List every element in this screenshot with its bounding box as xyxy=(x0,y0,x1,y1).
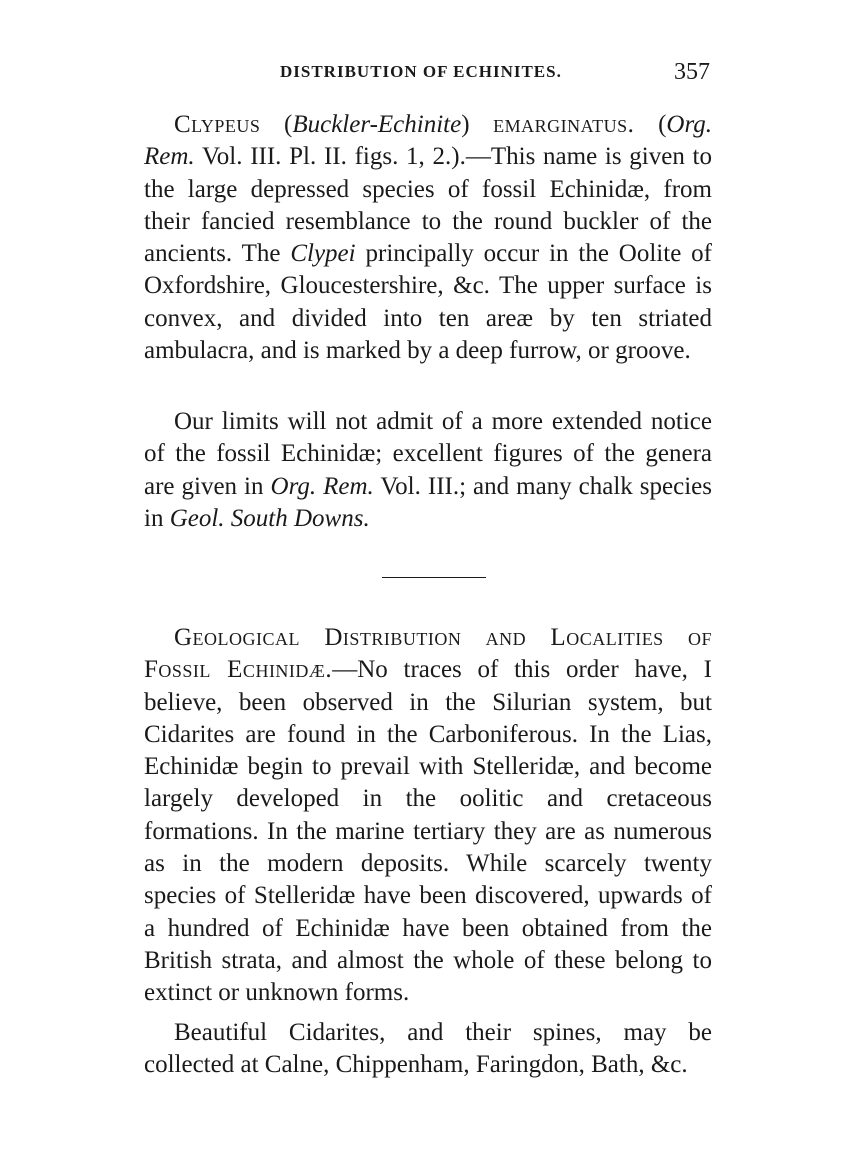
section-divider xyxy=(382,577,486,578)
limits-text-b: Vol. III.; and many chalk species in xyxy=(144,472,713,532)
ref-rest: Vol. III. Pl. II. figs. 1, 2.). xyxy=(194,143,466,171)
emarginatus-term: emarginatus. xyxy=(493,111,635,138)
limits-text-a: Our limits will not admit of a more extended notice of the fossil Echinidæ; excellent figures of the genera are given in xyxy=(144,408,712,500)
org-rem-ref-2: Org. Rem. xyxy=(270,472,374,500)
clypeus-body-a: —This name is given to the large depressed species of fossil Echinidæ, from their fancied resemblance to the round buckler of the ancients. The xyxy=(144,143,712,268)
geol-south-downs-ref: Geol. South Downs. xyxy=(169,504,370,532)
running-title: DISTRIBUTION OF ECHINITES. xyxy=(280,62,562,81)
running-head xyxy=(140,59,710,92)
org-rem-ref: Org. Rem. xyxy=(144,111,712,171)
buckler-echinite-term: Buckler-Echinite xyxy=(292,111,462,138)
clypeus-term: Clypeus xyxy=(174,111,261,138)
clypei-term: Clypei xyxy=(290,240,356,268)
paren-close: ) xyxy=(461,111,494,138)
ref-open: ( xyxy=(634,111,667,138)
paragraph-geological-distribution xyxy=(144,622,712,1010)
clypeus-body-b: principally occur in the Oolite of Oxfordshire, Gloucestershire, &c. The upper surface is convex, and divided into ten areæ by ten striated ambulacra, and is marked by a deep furrow, or groove. xyxy=(144,240,713,365)
section-heading: Geological Distribution and Localities of Fossil Echinidæ. xyxy=(144,624,712,684)
cidarites-text: Beautiful Cidarites, and their spines, may be collected at Calne, Chippenham, Faringdon, Bath, &c. xyxy=(144,1019,712,1079)
paragraph-clypeus xyxy=(144,109,712,367)
paren-open: ( xyxy=(260,111,293,138)
paragraph-cidarites xyxy=(144,1017,712,1082)
page-number: 357 xyxy=(674,59,710,85)
distribution-body: —No traces of this order have, I believe, been observed in the Silurian system, but Cidarites are found in the Carboniferous. In the Lias, Echinidæ begin to prevail with Stelleridæ, and become largely developed in the oolitic and cretaceous formations. In the marine tertiary they are as numerous as in the modern deposits. While scarcely twenty species of Stelleridæ have been discovered, upwards of a hundred of Echinidæ have been obtained from the British strata, and almost the whole of these belong to extinct or unknown forms. xyxy=(144,656,712,1007)
paragraph-limits xyxy=(144,406,712,535)
